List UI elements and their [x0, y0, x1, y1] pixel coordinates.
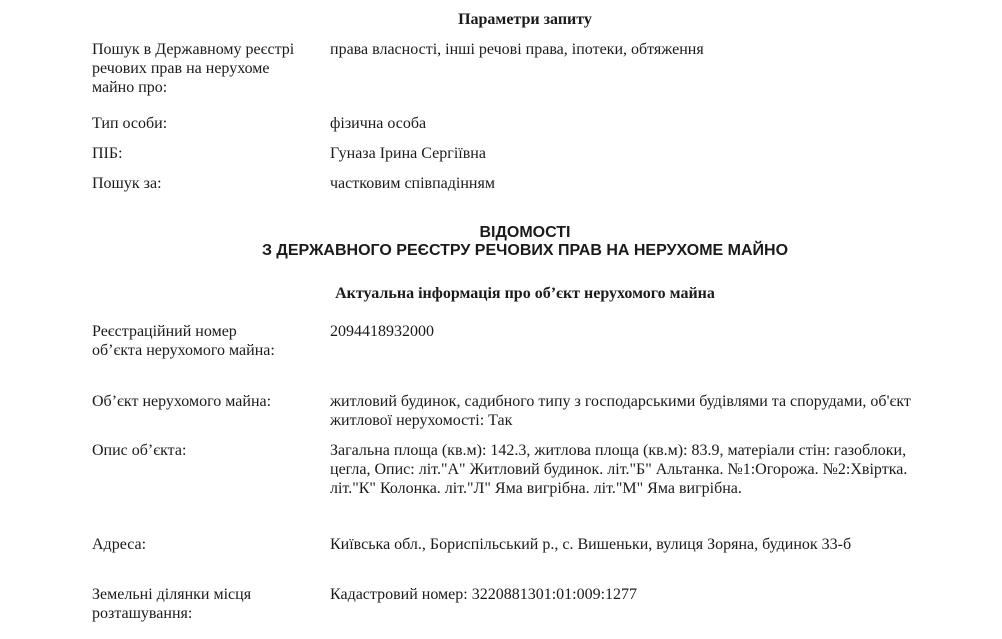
object-info-heading: Актуальна інформація про об’єкт нерухомого майна: [335, 285, 715, 302]
field-value: житловий будинок, садибного типу з господарськими будівлями та спорудами, об'єкт житлової нерухомості: Так: [330, 393, 911, 429]
report-title-line1: ВІДОМОСТІ: [479, 224, 571, 241]
field-value: права власності, інші речові права, іпотеки, обтяження: [330, 41, 704, 58]
field-label: Об’єкт нерухомого майна:: [92, 393, 272, 410]
report-title-line2: З ДЕРЖАВНОГО РЕЄСТРУ РЕЧОВИХ ПРАВ НА НЕРУХОМЕ МАЙНО: [261, 242, 789, 259]
field-value: фізична особа: [330, 115, 427, 132]
field-label: Реєстраційний номер об’єкта нерухомого майна:: [92, 323, 275, 359]
field-value: 2094418932000: [330, 323, 434, 340]
field-label: Пошук в Державному реєстрі речових прав на нерухоме майно про:: [92, 41, 295, 96]
field-value: частковим співпадінням: [330, 175, 495, 192]
field-label: Тип особи:: [92, 115, 168, 132]
field-label: Пошук за:: [92, 175, 162, 192]
field-label: Опис об’єкта:: [92, 442, 187, 459]
field-label: Адреса:: [92, 536, 147, 553]
field-label: Земельні ділянки місця розташування:: [92, 586, 252, 622]
field-label: ПІБ:: [92, 145, 123, 162]
field-value: Гуназа Ірина Сергіївна: [330, 145, 486, 162]
query-params-heading: Параметри запиту: [458, 11, 592, 28]
field-value: Загальна площа (кв.м): 142.3, житлова площа (кв.м): 83.9, матеріали стін: газоблоки, цегла, Опис: літ."А" Житловий будинок. літ."Б" Альтанка. №1:Огорожа. №2:Хвіртка. літ."К" Колонка. літ."Л" Яма вигрібна. літ."М" Яма вигрібна.: [330, 442, 908, 497]
field-value: Київська обл., Бориспільський р., с. Вишеньки, вулиця Зоряна, будинок 33-б: [330, 536, 852, 553]
field-value: Кадастровий номер: 3220881301:01:009:1277: [330, 586, 638, 603]
